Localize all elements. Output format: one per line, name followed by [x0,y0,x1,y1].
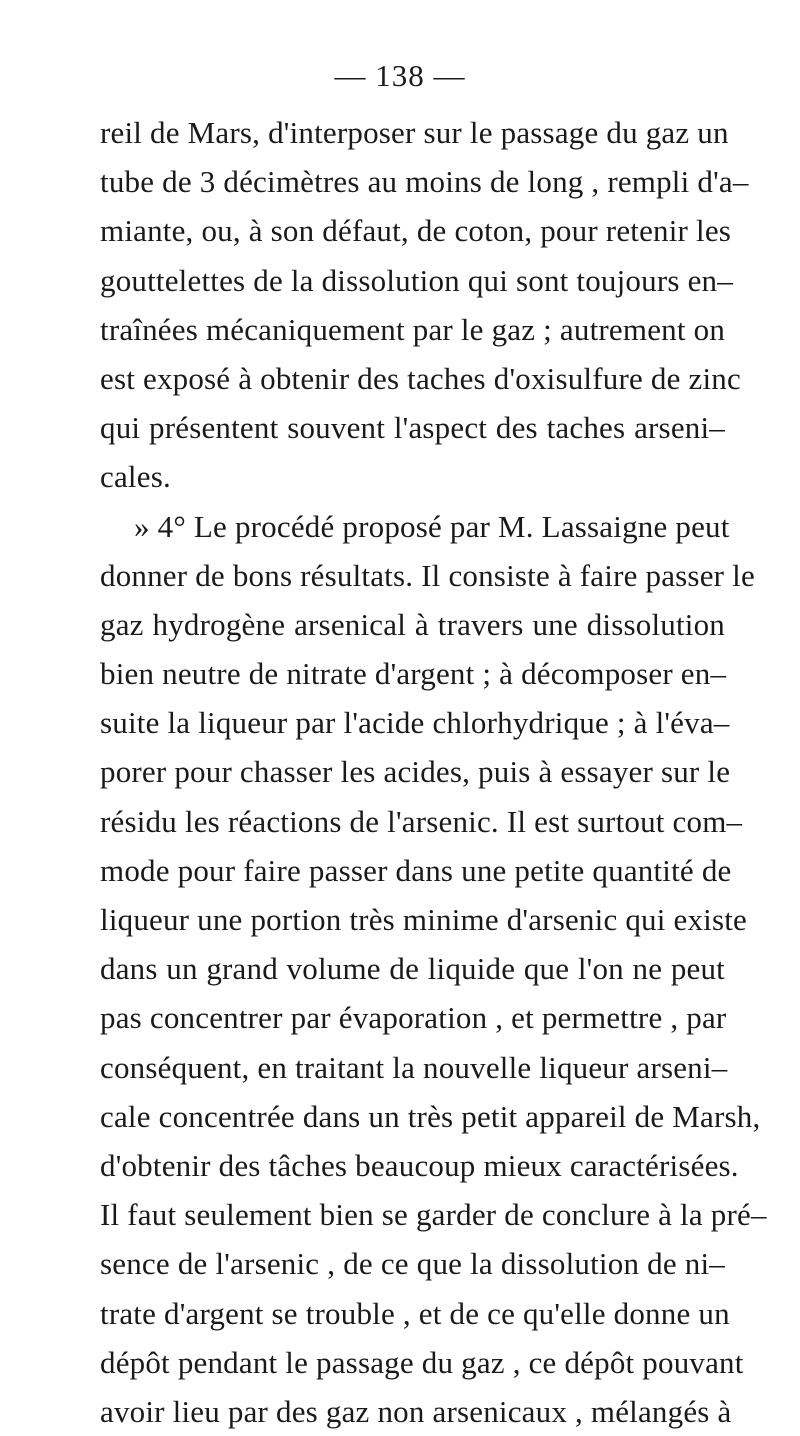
body-text [100,108,767,1436]
text-line: bien neutre de nitrate d'argent ; à décomposer en– [100,656,727,692]
page-number: — 138 — [334,58,466,93]
text-line: tube de 3 décimètres au moins de long , rempli d'a– [100,164,749,200]
text-line: sence de l'arsenic , de ce que la dissolution de ni– [100,1246,725,1282]
text-line: résidu les réactions de l'arsenic. Il est surtout com– [100,803,743,839]
text-line: conséquent, en traitant la nouvelle liqueur arseni– [100,1049,728,1085]
text-line: cale concentrée dans un très petit appareil de Marsh, [100,1098,761,1134]
text-line: donner de bons résultats. Il consiste à faire passer le [100,557,755,593]
text-line: qui présentent souvent l'aspect des taches arseni– [100,410,725,446]
text-line: reil de Mars, d'interposer sur le passage du gaz un [100,115,729,150]
text-line: trate d'argent se trouble , et de ce qu'elle donne un [100,1295,730,1331]
text-line: dans un grand volume de liquide que l'on ne peut [100,951,725,987]
paragraph-end-line: cales. [100,459,171,495]
text-line: gaz hydrogène arsenical à travers une dissolution [100,606,725,642]
paragraph-start-line: » 4° Le procédé proposé par M. Lassaigne peut [134,508,730,544]
text-line: Il faut seulement bien se garder de conclure à la pré– [100,1197,767,1233]
text-line: traînées mécaniquement par le gaz ; autrement on [100,311,726,347]
text-line: dépôt pendant le passage du gaz , ce dépôt pouvant [100,1344,744,1380]
text-line: avoir lieu par des gaz non arsenicaux , mélangés à [100,1393,732,1429]
text-line: est exposé à obtenir des taches d'oxisulfure de zinc [100,360,741,396]
text-line: suite la liqueur par l'acide chlorhydrique ; à l'éva– [100,705,730,741]
text-line: porer pour chasser les acides, puis à essayer sur le [100,754,731,790]
text-line: d'obtenir des tâches beaucoup mieux caractérisées. [100,1147,739,1183]
text-line: gouttelettes de la dissolution qui sont toujours en– [100,262,733,298]
text-line: miante, ou, à son défaut, de coton, pour retenir les [100,213,732,249]
text-line: pas concentrer par évaporation , et permettre , par [100,1000,727,1036]
text-line: mode pour faire passer dans une petite quantité de [100,852,732,888]
text-line: liqueur une portion très minime d'arsenic qui existe [100,902,748,937]
